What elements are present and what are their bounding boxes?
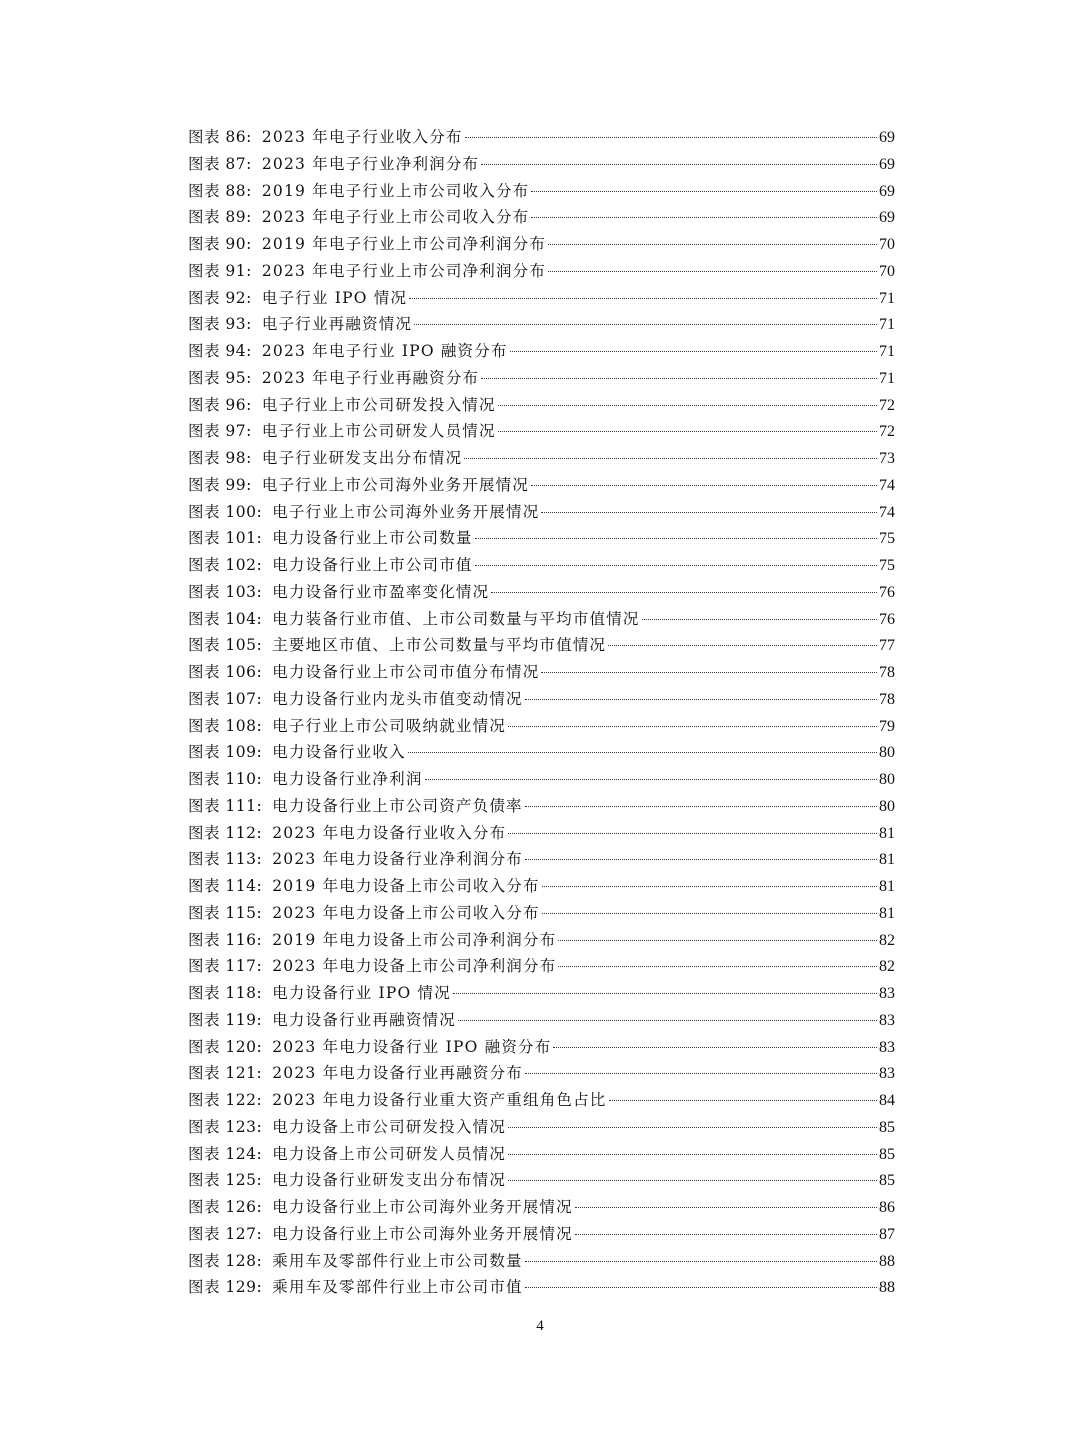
toc-entry-title: 2023 年电力设备行业再融资分布 [272, 1064, 524, 1083]
toc-entry-page: 69 [879, 129, 895, 146]
toc-entry-page: 72 [879, 396, 895, 414]
toc-entry-title: 2019 年电力设备上市公司净利润分布 [272, 930, 557, 949]
toc-entry-page: 71 [879, 343, 895, 360]
toc-entry-page: 79 [879, 717, 895, 735]
toc-entry-title: 2019 年电子行业上市公司收入分布 [261, 181, 530, 200]
toc-entry-page: 85 [879, 1118, 895, 1136]
dot-leader [542, 885, 877, 887]
toc-entry-title: 2023 年电子行业 IPO 融资分布 [261, 342, 508, 360]
toc-entry-label: 图表 97: [188, 422, 252, 441]
toc-entry-title: 电力设备行业内龙头市值变动情况 [272, 689, 523, 708]
toc-entry[interactable] [188, 151, 895, 178]
toc-entry-title: 电子行业上市公司海外业务开展情况 [261, 475, 530, 494]
toc-entry[interactable] [188, 1007, 895, 1034]
toc-entry-title: 2023 年电子行业净利润分布 [261, 154, 480, 173]
toc-entry-label: 图表 124: [188, 1144, 263, 1163]
toc-entry[interactable] [188, 820, 895, 847]
toc-entry-label: 图表 102: [188, 556, 263, 574]
toc-entry-title: 2023 年电子行业上市公司净利润分布 [261, 261, 547, 280]
dot-leader [491, 591, 877, 593]
toc-entry[interactable] [188, 231, 895, 258]
dot-leader [510, 350, 877, 352]
toc-entry-label: 图表 92: [188, 288, 252, 307]
toc-entry-title: 电子行业上市公司研发人员情况 [261, 422, 496, 441]
toc-entry-label: 图表 106: [188, 663, 263, 681]
toc-entry-page: 74 [879, 476, 895, 494]
toc-entry-page: 76 [879, 610, 895, 628]
toc-entry-title: 电子行业上市公司海外业务开展情况 [272, 502, 540, 521]
toc-entry[interactable] [188, 552, 895, 579]
dot-leader [414, 323, 877, 325]
dot-leader [498, 430, 877, 432]
toc-entry-page: 80 [879, 771, 895, 788]
toc-entry-page: 74 [879, 503, 895, 521]
toc-entry-page: 80 [879, 744, 895, 762]
dot-leader [531, 216, 877, 218]
toc-entry[interactable] [188, 1114, 895, 1141]
toc-entry-label: 图表 116: [188, 930, 263, 949]
toc-entry-title: 电力设备行业上市公司海外业务开展情况 [272, 1198, 573, 1216]
toc-entry-label: 图表 110: [188, 770, 263, 788]
toc-entry-label: 图表 129: [188, 1278, 263, 1297]
toc-entry[interactable] [188, 659, 895, 686]
toc-entry[interactable] [188, 178, 895, 205]
toc-entry[interactable] [188, 311, 895, 338]
toc-entry[interactable] [188, 579, 895, 606]
dot-leader [481, 163, 877, 165]
toc-entry[interactable] [188, 365, 895, 392]
toc-entry-label: 图表 122: [188, 1091, 263, 1109]
dot-leader [525, 858, 877, 860]
toc-entry[interactable] [188, 686, 895, 713]
toc-entry[interactable] [188, 1034, 895, 1061]
toc-entry-page: 83 [879, 1038, 895, 1056]
toc-entry[interactable] [188, 258, 895, 285]
dot-leader [525, 805, 877, 807]
toc-entry[interactable] [188, 418, 895, 445]
toc-entry[interactable] [188, 846, 895, 873]
toc-entry-label: 图表 93: [188, 315, 252, 334]
toc-entry-label: 图表 119: [188, 1010, 263, 1029]
toc-entry-title: 2019 年电子行业上市公司净利润分布 [261, 235, 547, 253]
toc-entry-label: 图表 100: [188, 502, 263, 521]
toc-entry-title: 电力设备行业上市公司资产负债率 [272, 796, 523, 815]
toc-entry-page: 81 [879, 904, 895, 922]
dot-leader [508, 832, 877, 834]
toc-entry[interactable] [188, 1141, 895, 1168]
toc-entry-page: 75 [879, 530, 895, 548]
toc-entry-page: 85 [879, 1172, 895, 1190]
dot-leader [558, 965, 877, 967]
toc-entry-page: 73 [879, 450, 895, 467]
dot-leader [508, 1179, 877, 1181]
toc-entry[interactable] [188, 445, 895, 472]
toc-entry[interactable] [188, 338, 895, 365]
toc-entry-label: 图表 128: [188, 1251, 263, 1270]
toc-entry-label: 图表 123: [188, 1117, 263, 1136]
toc-entry-label: 图表 99: [188, 475, 252, 494]
toc-entry[interactable] [188, 204, 895, 231]
toc-entry-page: 82 [879, 958, 895, 976]
toc-entry-title: 电子行业上市公司研发投入情况 [261, 395, 496, 414]
toc-entry-title: 电力装备行业市值、上市公司数量与平均市值情况 [272, 609, 640, 628]
toc-entry[interactable] [188, 900, 895, 927]
toc-entry-page: 83 [879, 1065, 895, 1083]
dot-leader [531, 190, 877, 192]
toc-entry[interactable] [188, 499, 895, 526]
toc-entry[interactable] [188, 606, 895, 633]
dot-leader [558, 939, 877, 941]
toc-entry-page: 69 [879, 155, 895, 173]
page-number: 4 [536, 1318, 544, 1334]
dot-leader [525, 1286, 877, 1288]
toc-entry-label: 图表 121: [188, 1064, 263, 1083]
dot-leader [525, 1260, 877, 1262]
toc-entry[interactable] [188, 632, 895, 659]
toc-entry-label: 图表 94: [188, 342, 252, 360]
toc-entry-title: 电力设备行业上市公司市值 [272, 556, 473, 574]
toc-entry-label: 图表 104: [188, 609, 263, 628]
toc-entry-page: 86 [879, 1199, 895, 1216]
toc-entry-page: 72 [879, 423, 895, 441]
toc-entry[interactable] [188, 927, 895, 954]
dot-leader [508, 1153, 877, 1155]
toc-entry-title: 2023 年电力设备行业净利润分布 [272, 850, 524, 869]
toc-entry-page: 75 [879, 557, 895, 574]
toc-entry-title: 电力设备行业上市公司数量 [272, 529, 473, 548]
toc-entry-page: 69 [879, 182, 895, 200]
dot-leader [475, 564, 877, 566]
toc-entry-label: 图表 117: [188, 957, 263, 976]
toc-entry-title: 电力设备行业再融资情况 [272, 1010, 456, 1029]
toc-entry-title: 2023 年电子行业再融资分布 [261, 368, 480, 387]
dot-leader [425, 778, 877, 780]
toc-entry-title: 乘用车及零部件行业上市公司市值 [272, 1278, 523, 1297]
toc-entry[interactable] [188, 766, 895, 793]
toc-entry[interactable] [188, 873, 895, 900]
dot-leader [475, 537, 877, 539]
toc-entry-label: 图表 120: [188, 1037, 263, 1056]
dot-leader [464, 457, 877, 459]
toc-entry[interactable] [188, 472, 895, 499]
toc-entry-page: 78 [879, 664, 895, 681]
toc-entry-label: 图表 103: [188, 582, 263, 601]
toc-entry[interactable] [188, 1221, 895, 1248]
toc-entry-label: 图表 101: [188, 529, 263, 548]
toc-entry-title: 电力设备行业市盈率变化情况 [272, 582, 490, 601]
toc-entry-title: 2023 年电子行业收入分布 [261, 128, 463, 146]
toc-entry-title: 2019 年电力设备上市公司收入分布 [272, 877, 540, 895]
toc-entry-label: 图表 88: [188, 181, 252, 200]
toc-entry-title: 2023 年电力设备上市公司收入分布 [272, 903, 540, 922]
toc-entry-label: 图表 113: [188, 850, 263, 869]
toc-entry-label: 图表 90: [188, 235, 252, 253]
dot-leader [548, 270, 877, 272]
dot-leader [608, 644, 877, 646]
dot-leader [525, 698, 877, 700]
toc-entry-title: 乘用车及零部件行业上市公司数量 [272, 1251, 523, 1270]
toc-entry-title: 电力设备行业净利润 [272, 770, 423, 788]
dot-leader [541, 671, 877, 673]
dot-leader [542, 912, 877, 914]
toc-entry-page: 84 [879, 1092, 895, 1109]
toc-entry-page: 85 [879, 1145, 895, 1163]
dot-leader [508, 725, 877, 727]
dot-leader [553, 1046, 877, 1048]
toc-entry-label: 图表 95: [188, 368, 252, 387]
toc-entry[interactable] [188, 525, 895, 552]
toc-entry-title: 电子行业上市公司吸纳就业情况 [272, 716, 507, 735]
toc-entry-title: 电力设备行业上市公司海外业务开展情况 [272, 1224, 573, 1243]
toc-entry-title: 2023 年电子行业上市公司收入分布 [261, 208, 530, 227]
toc-entry-label: 图表 89: [188, 208, 252, 227]
toc-entry[interactable] [188, 1194, 895, 1221]
toc-entry-page: 71 [879, 369, 895, 387]
toc-entry[interactable] [188, 793, 895, 820]
dot-leader [481, 377, 877, 379]
toc-entry[interactable] [188, 285, 895, 312]
dot-leader [453, 992, 877, 994]
toc-entry-label: 图表 91: [188, 261, 252, 280]
toc-entry-label: 图表 107: [188, 689, 263, 708]
dot-leader [642, 618, 877, 620]
toc-entry-label: 图表 125: [188, 1171, 263, 1190]
toc-entry-page: 70 [879, 262, 895, 280]
toc-entry-page: 78 [879, 690, 895, 708]
dot-leader [498, 404, 877, 406]
dot-leader [525, 1072, 877, 1074]
toc-entry-title: 主要地区市值、上市公司数量与平均市值情况 [272, 636, 607, 655]
toc-entry-page: 87 [879, 1225, 895, 1243]
dot-leader [508, 1126, 877, 1128]
toc-entry-label: 图表 118: [188, 984, 263, 1002]
toc-entry[interactable] [188, 739, 895, 766]
toc-entry-label: 图表 111: [188, 796, 263, 815]
toc-entry-page: 81 [879, 878, 895, 895]
toc-entry-page: 76 [879, 583, 895, 601]
toc-entry[interactable] [188, 980, 895, 1007]
toc-entry-page: 81 [879, 824, 895, 842]
toc-entry-page: 70 [879, 236, 895, 253]
toc-entry-page: 82 [879, 931, 895, 949]
toc-entry-label: 图表 108: [188, 716, 263, 735]
dot-leader [409, 297, 877, 299]
toc-entry-label: 图表 96: [188, 395, 252, 414]
toc-entry-page: 88 [879, 1252, 895, 1270]
dot-leader [531, 484, 877, 486]
dot-leader [609, 1099, 877, 1101]
dot-leader [465, 136, 877, 138]
toc-entry-page: 83 [879, 985, 895, 1002]
toc-entry-title: 电子行业再融资情况 [261, 315, 413, 334]
toc-entry[interactable] [188, 1248, 895, 1275]
toc-entry-label: 图表 127: [188, 1224, 263, 1243]
toc-entry-title: 2023 年电力设备行业重大资产重组角色占比 [272, 1091, 607, 1109]
toc-entry-title: 电力设备行业研发支出分布情况 [272, 1171, 507, 1190]
toc-entry-page: 77 [879, 637, 895, 655]
dot-leader [541, 511, 877, 513]
toc-entry-title: 2023 年电力设备行业收入分布 [272, 823, 507, 842]
toc-entry[interactable] [188, 1060, 895, 1087]
toc-entry-label: 图表 87: [188, 154, 252, 173]
toc-entry-label: 图表 98: [188, 449, 252, 467]
toc-entry[interactable] [188, 124, 895, 151]
toc-entry[interactable] [188, 1167, 895, 1194]
dot-leader [458, 1019, 877, 1021]
toc-entry-page: 69 [879, 209, 895, 227]
toc-entry-label: 图表 126: [188, 1198, 263, 1216]
toc-entry[interactable] [188, 1087, 895, 1114]
toc-entry-title: 电子行业研发支出分布情况 [261, 449, 463, 467]
toc-entry-page: 81 [879, 851, 895, 869]
toc-entry-title: 电力设备上市公司研发人员情况 [272, 1144, 507, 1163]
toc-entry[interactable] [188, 392, 895, 419]
toc-entry-label: 图表 109: [188, 743, 263, 762]
dot-leader [575, 1233, 877, 1235]
toc-entry-label: 图表 86: [188, 128, 252, 146]
toc-entry-title: 2023 年电力设备上市公司净利润分布 [272, 957, 557, 976]
table-of-figures [188, 124, 895, 1301]
toc-entry-title: 电力设备行业 IPO 情况 [272, 984, 451, 1002]
toc-entry-title: 2023 年电力设备行业 IPO 融资分布 [272, 1037, 552, 1056]
toc-entry-label: 图表 105: [188, 636, 263, 655]
toc-entry-label: 图表 114: [188, 877, 263, 895]
toc-entry-label: 图表 112: [188, 823, 263, 842]
dot-leader [548, 243, 877, 245]
toc-entry-title: 电子行业 IPO 情况 [261, 288, 408, 307]
toc-entry-page: 83 [879, 1011, 895, 1029]
toc-entry-page: 71 [879, 316, 895, 334]
dot-leader [408, 751, 877, 753]
toc-entry-title: 电力设备行业上市公司市值分布情况 [272, 663, 540, 681]
dot-leader [575, 1206, 877, 1208]
toc-entry[interactable] [188, 953, 895, 980]
toc-entry-label: 图表 115: [188, 903, 263, 922]
toc-entry-title: 电力设备上市公司研发投入情况 [272, 1117, 507, 1136]
toc-entry-page: 71 [879, 289, 895, 307]
toc-entry-page: 88 [879, 1279, 895, 1297]
toc-entry[interactable] [188, 1274, 895, 1301]
toc-entry-page: 80 [879, 797, 895, 815]
toc-entry[interactable] [188, 713, 895, 740]
toc-entry-title: 电力设备行业收入 [272, 743, 406, 762]
